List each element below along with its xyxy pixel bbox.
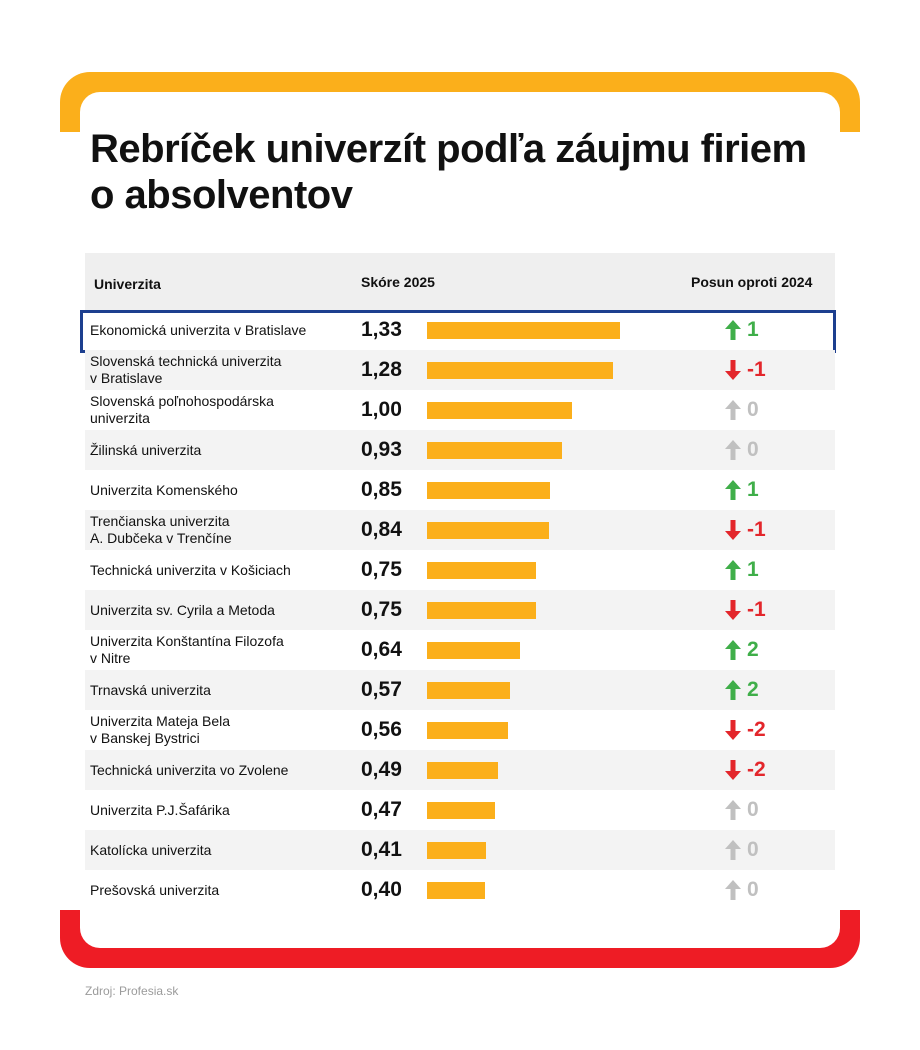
shift-value: -2 <box>747 758 766 781</box>
table-row <box>85 430 835 470</box>
university-name-cell <box>90 510 345 550</box>
shift-cell <box>725 870 825 910</box>
university-name: Prešovská univerzita <box>90 881 220 898</box>
university-name-cell <box>90 470 345 510</box>
score-label: 1,00 <box>361 398 402 421</box>
university-name-cell <box>90 390 345 430</box>
ranking-table <box>85 253 835 910</box>
shift-value: 1 <box>747 478 759 501</box>
shift-cell <box>725 510 825 550</box>
arrow-up-icon <box>725 880 741 900</box>
shift-cell <box>725 630 825 670</box>
score-label: 0,56 <box>361 718 402 741</box>
university-name: Slovenská poľnohospodárska univerzita <box>90 393 274 426</box>
table-body <box>85 310 835 910</box>
shift-value: 0 <box>747 438 759 461</box>
score-bar <box>427 562 536 579</box>
university-name-cell <box>90 310 345 350</box>
score-bar <box>427 882 485 899</box>
arrow-up-icon <box>725 800 741 820</box>
table-row <box>85 590 835 630</box>
university-name-cell <box>90 550 345 590</box>
table-row <box>85 630 835 670</box>
shift-value: 1 <box>747 318 759 341</box>
university-name: Univerzita Konštantína Filozofa v Nitre <box>90 633 284 666</box>
university-name-cell <box>90 790 345 830</box>
score-bar <box>427 442 562 459</box>
arrow-down-icon <box>725 760 741 780</box>
arrow-up-icon <box>725 680 741 700</box>
score-label: 0,84 <box>361 518 402 541</box>
university-name: Žilinská univerzita <box>90 441 202 458</box>
table-row <box>85 550 835 590</box>
shift-cell <box>725 710 825 750</box>
shift-value: -1 <box>747 518 766 541</box>
table-row <box>85 670 835 710</box>
shift-value: 2 <box>747 638 759 661</box>
shift-cell <box>725 550 825 590</box>
university-name-cell <box>90 830 345 870</box>
header-shift: Posun oproti 2024 <box>691 274 813 290</box>
score-bar <box>427 482 550 499</box>
score-label: 0,40 <box>361 878 402 901</box>
shift-value: 0 <box>747 838 759 861</box>
table-header <box>85 253 835 310</box>
university-name-cell <box>90 870 345 910</box>
table-row <box>85 310 835 350</box>
university-name: Slovenská technická univerzita v Bratislave <box>90 353 282 386</box>
shift-value: -1 <box>747 598 766 621</box>
score-label: 0,85 <box>361 478 402 501</box>
university-name: Technická univerzita vo Zvolene <box>90 761 289 778</box>
score-bar <box>427 322 620 339</box>
university-name: Univerzita Komenského <box>90 481 238 498</box>
arrow-up-icon <box>725 640 741 660</box>
shift-cell <box>725 670 825 710</box>
university-name-cell <box>90 590 345 630</box>
score-bar <box>427 842 486 859</box>
table-row <box>85 830 835 870</box>
score-label: 0,75 <box>361 598 402 621</box>
header-score: Skóre 2025 <box>361 274 435 290</box>
score-label: 1,28 <box>361 358 402 381</box>
arrow-up-icon <box>725 320 741 340</box>
university-name: Ekonomická univerzita v Bratislave <box>90 321 307 338</box>
score-bar <box>427 722 508 739</box>
table-row <box>85 470 835 510</box>
university-name-cell <box>90 430 345 470</box>
score-bar <box>427 642 520 659</box>
table-row <box>85 510 835 550</box>
score-label: 1,33 <box>361 318 402 341</box>
score-label: 0,93 <box>361 438 402 461</box>
arrow-up-icon <box>725 840 741 860</box>
university-name: Trenčianska univerzita A. Dubčeka v Trenčíne <box>90 513 232 546</box>
shift-value: 0 <box>747 878 759 901</box>
shift-cell <box>725 390 825 430</box>
shift-cell <box>725 790 825 830</box>
shift-value: 1 <box>747 558 759 581</box>
arrow-up-icon <box>725 560 741 580</box>
shift-cell <box>725 350 825 390</box>
shift-cell <box>725 470 825 510</box>
chart-title: Rebríček univerzít podľa záujmu firiem o absolventov <box>90 127 807 217</box>
university-name: Univerzita P.J.Šafárika <box>90 801 230 818</box>
score-label: 0,75 <box>361 558 402 581</box>
arrow-up-icon <box>725 400 741 420</box>
score-bar <box>427 522 549 539</box>
score-label: 0,64 <box>361 638 402 661</box>
shift-cell <box>725 590 825 630</box>
arrow-up-icon <box>725 440 741 460</box>
university-name: Univerzita Mateja Bela v Banskej Bystrici <box>90 713 231 746</box>
shift-cell <box>725 750 825 790</box>
shift-value: 2 <box>747 678 759 701</box>
university-name: Trnavská univerzita <box>90 681 211 698</box>
score-bar <box>427 362 613 379</box>
table-row <box>85 390 835 430</box>
university-name-cell <box>90 350 345 390</box>
score-bar <box>427 682 510 699</box>
arrow-down-icon <box>725 720 741 740</box>
university-name: Technická univerzita v Košiciach <box>90 561 291 578</box>
score-bar <box>427 762 498 779</box>
shift-cell <box>725 310 825 350</box>
shift-value: 0 <box>747 798 759 821</box>
table-row <box>85 350 835 390</box>
university-name-cell <box>90 630 345 670</box>
arrow-down-icon <box>725 520 741 540</box>
table-row <box>85 870 835 910</box>
shift-cell <box>725 830 825 870</box>
score-label: 0,57 <box>361 678 402 701</box>
university-name: Katolícka univerzita <box>90 841 212 858</box>
arrow-up-icon <box>725 480 741 500</box>
score-bar <box>427 602 536 619</box>
score-label: 0,41 <box>361 838 402 861</box>
shift-cell <box>725 430 825 470</box>
score-label: 0,47 <box>361 798 402 821</box>
score-bar <box>427 802 495 819</box>
score-label: 0,49 <box>361 758 402 781</box>
university-name-cell <box>90 750 345 790</box>
shift-value: -2 <box>747 718 766 741</box>
arrow-down-icon <box>725 360 741 380</box>
shift-value: 0 <box>747 398 759 421</box>
score-bar <box>427 402 572 419</box>
table-row <box>85 790 835 830</box>
table-row <box>85 710 835 750</box>
table-row <box>85 750 835 790</box>
university-name-cell <box>90 670 345 710</box>
header-university: Univerzita <box>94 276 161 292</box>
university-name-cell <box>90 710 345 750</box>
source-note: Zdroj: Profesia.sk <box>85 984 179 998</box>
arrow-down-icon <box>725 600 741 620</box>
shift-value: -1 <box>747 358 766 381</box>
university-name: Univerzita sv. Cyrila a Metoda <box>90 601 275 618</box>
